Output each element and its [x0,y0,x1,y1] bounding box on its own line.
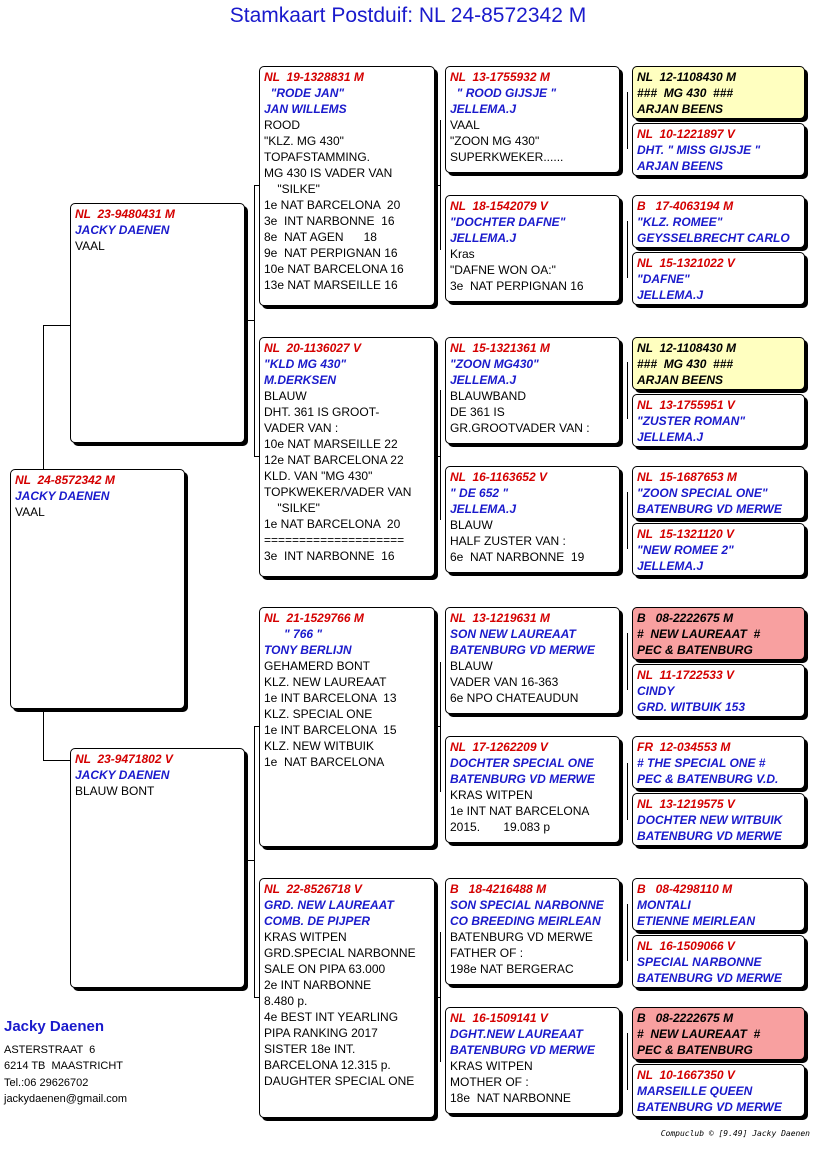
pigeon-card-g5i[interactable] [632,607,805,660]
card-line: 10e NAT BARCELONA 16 [264,262,404,276]
connector-line [436,185,441,186]
card-line: GRD. NEW LAUREAAT [264,898,394,912]
ring-number: B 08-4298110 M [637,882,733,896]
pigeon-card-g5k[interactable] [632,736,805,789]
connector-line [436,997,441,998]
card-line: KRAS WITPEN [264,930,347,944]
pigeon-card-subject[interactable] [10,469,185,709]
card-line: 1e INT BARCELONA 13 [264,691,397,705]
card-line: " DE 652 " [450,486,509,500]
card-line: BARCELONA 12.315 p. [264,1058,391,1072]
card-line: JAN WILLEMS [264,102,347,116]
pigeon-card-g5g[interactable] [632,466,805,519]
card-line: DHT. " MISS GIJSJE " [637,143,761,157]
connector-line [627,221,628,278]
card-line: JELLEMA.J [450,231,517,245]
card-line: GEYSSELBRECHT CARLO [637,231,790,245]
card-line: COMB. DE PIJPER [264,914,371,928]
ring-number: NL 16-1509141 V [450,1011,548,1025]
card-line: 198e NAT BERGERAC [450,962,574,976]
card-line: KLZ. NEW LAUREAAT [264,675,387,689]
card-line: BLAUW [450,659,493,673]
card-line: "KLZ. ROMEE" [637,215,723,229]
card-line: PIPA RANKING 2017 [264,1026,378,1040]
card-line: BATENBURG VD MERWE [450,643,595,657]
card-line: DAUGHTER SPECIAL ONE [264,1074,415,1088]
ring-number: NL 22-8526718 V [264,882,362,896]
card-line: KRAS WITPEN [450,1059,533,1073]
owner-email[interactable]: jackydaenen@gmail.com [4,1093,128,1105]
ring-number: NL 19-1328831 M [264,70,364,84]
connector-line [627,904,628,961]
pigeon-card-g4c[interactable] [445,337,620,444]
card-line: ROOD [264,118,300,132]
connector-line [248,860,255,861]
card-line: DGHT.NEW LAUREAAT [450,1027,583,1041]
card-line: VAAL [75,239,105,253]
ring-number: NL 21-1529766 M [264,611,364,625]
ring-number: B 08-2222675 M [637,1011,734,1025]
card-line: DHT. 361 IS GROOT- [264,405,380,419]
card-line: CINDY [637,684,675,698]
pigeon-card-g5o[interactable] [632,1007,805,1060]
ring-number: NL 16-1509066 V [637,939,735,953]
card-line: JELLEMA.J [637,559,704,573]
card-line: 12e NAT BARCELONA 22 [264,453,404,467]
card-line: MOTHER OF : [450,1075,529,1089]
ring-number: NL 20-1136027 V [264,341,361,355]
card-line: ARJAN BEENS [637,159,724,173]
card-line: MG 430 IS VADER VAN [264,166,393,180]
card-line: # NEW LAUREAAT # [637,1027,761,1041]
card-line: KLD. VAN "MG 430" [264,469,373,483]
connector-line [627,92,628,149]
card-line: DOCHTER SPECIAL ONE [450,756,594,770]
card-line: "KLZ. MG 430" [264,134,344,148]
card-line: # NEW LAUREAAT # [637,627,761,641]
connector-line [254,726,255,997]
connector-line [43,760,70,761]
ring-number: NL 24-8572342 M [15,473,115,487]
card-line: KLZ. NEW WITBUIK [264,739,375,753]
card-line: M.DERKSEN [264,373,337,387]
card-line: " 766 " [264,627,323,641]
card-line: MARSEILLE QUEEN [637,1084,753,1098]
pigeon-card-g4e[interactable] [445,607,620,714]
card-line: "NEW ROMEE 2" [637,543,734,557]
card-line: BATENBURG VD MERWE [637,502,782,516]
card-line: VAAL [15,505,45,519]
card-line: JELLEMA.J [450,502,517,516]
ring-number: NL 15-1321120 V [637,527,734,541]
card-line: PEC & BATENBURG [637,1043,753,1057]
connector-line [43,325,70,326]
card-line: VADER VAN : [264,421,339,435]
pigeon-card-g3a[interactable] [259,66,435,306]
card-line: SON SPECIAL NARBONNE [450,898,604,912]
card-line: 2e INT NARBONNE [264,978,372,992]
card-line: 3e INT NARBONNE 16 [264,549,395,563]
card-line: ARJAN BEENS [637,373,724,387]
card-line: JELLEMA.J [637,288,704,302]
card-line: "DAFNE WON OA:" [450,263,556,277]
card-line: TOPAFSTAMMING. [264,150,371,164]
card-line: SISTER 18e INT. [264,1042,356,1056]
pigeon-card-g5h[interactable] [632,523,805,576]
card-line: SPECIAL NARBONNE [637,955,762,969]
card-line: "KLD MG 430" [264,357,347,371]
connector-line [248,320,255,321]
card-line: BLAUW [264,389,307,403]
pigeon-card-g5n[interactable] [632,935,805,988]
pigeon-card-g5f[interactable] [632,394,805,447]
card-line: FATHER OF : [450,946,524,960]
card-line: 6e NAT NARBONNE 19 [450,550,585,564]
card-line: BATENBURG VD MERWE [637,971,782,985]
card-line: 13e NAT MARSEILLE 16 [264,278,398,292]
pigeon-card-sire[interactable] [70,203,245,443]
card-line: JELLEMA.J [450,373,517,387]
card-line: 9e NAT PERPIGNAN 16 [264,246,398,260]
card-line: GRD. WITBUIK 153 [637,700,746,714]
card-line: "SILKE" [264,182,320,196]
connector-line [440,390,441,520]
pigeon-card-g5b[interactable] [632,123,805,176]
card-line: VAAL [450,118,480,132]
card-line: 10e NAT MARSEILLE 22 [264,437,398,451]
card-line: "ZUSTER ROMAN" [637,414,746,428]
card-line: 1e INT NAT BARCELONA [450,804,590,818]
connector-line [436,726,441,727]
card-line: GR.GROOTVADER VAN : [450,421,590,435]
card-line: ARJAN BEENS [637,102,724,116]
connector-line [627,1033,628,1090]
pigeon-card-g4g[interactable] [445,878,620,985]
ring-number: NL 11-1722533 V [637,668,734,682]
ring-number: NL 18-1542079 V [450,199,548,213]
card-line: "ZOON MG430" [450,357,539,371]
pigeon-card-dam[interactable] [70,748,245,988]
pigeon-card-g4b[interactable] [445,195,620,302]
card-line: SALE ON PIPA 63.000 [264,962,386,976]
ring-number: NL 12-1108430 M [637,70,736,84]
card-line: BATENBURG VD MERWE [450,1043,595,1057]
ring-number: NL 15-1687653 M [637,470,737,484]
card-line: TONY BERLIJN [264,643,352,657]
card-line: HALF ZUSTER VAN : [450,534,566,548]
card-line: 1e NAT BARCELONA [264,755,385,769]
pigeon-card-g4f[interactable] [445,736,620,843]
card-line: SUPERKWEKER...... [450,150,564,164]
card-line: GRD.SPECIAL NARBONNE [264,946,416,960]
card-line: BLAUW BONT [75,784,155,798]
card-line: 8.480 p. [264,994,308,1008]
card-line: ### MG 430 ### [637,86,734,100]
card-line: "SILKE" [264,501,320,515]
card-line: JACKY DAENEN [75,768,170,782]
ring-number: NL 10-1221897 V [637,127,735,141]
card-line: GEHAMERD BONT [264,659,371,673]
card-line: 2015. 19.083 p [450,820,551,834]
card-line: "RODE JAN" [264,86,345,100]
card-line: 1e NAT BARCELONA 20 [264,198,401,212]
ring-number: B 17-4063194 M [637,199,734,213]
card-line: " ROOD GIJSJE " [450,86,557,100]
ring-number: NL 13-1219575 V [637,797,735,811]
page-title: Stamkaart Postduif: NL 24-8572342 M [229,4,587,27]
pigeon-card-g5e[interactable] [632,337,805,390]
card-line: 3e INT NARBONNE 16 [264,214,395,228]
card-line: 8e NAT AGEN 18 [264,230,377,244]
card-line: "DOCHTER DAFNE" [450,215,566,229]
card-line: 6e NPO CHATEAUDUN [450,691,579,705]
card-line: # THE SPECIAL ONE # [637,756,766,770]
ring-number: NL 23-9471802 V [75,752,173,766]
card-line: KRAS WITPEN [450,788,533,802]
card-line: "ZOON MG 430" [450,134,540,148]
pigeon-card-g3c[interactable] [259,607,435,847]
owner-street: ASTERSTRAAT 6 [4,1044,96,1056]
card-line: Kras [450,247,475,261]
pigeon-card-g3b[interactable] [259,337,435,577]
pigeon-card-g5j[interactable] [632,664,805,717]
card-line: PEC & BATENBURG [637,643,753,657]
card-line: SON NEW LAUREAAT [450,627,576,641]
card-line: BATENBURG VD MERWE [450,930,593,944]
ring-number: NL 15-1321022 V [637,256,735,270]
ring-number: NL 13-1219631 M [450,611,550,625]
pigeon-card-g5d[interactable] [632,252,805,305]
card-line: BLAUW [450,518,493,532]
connector-line [436,456,441,457]
ring-number: NL 15-1321361 M [450,341,550,355]
card-line: "ZOON SPECIAL ONE" [637,486,768,500]
ring-number: FR 12-034553 M [637,740,731,754]
pigeon-card-g5a[interactable] [632,66,805,119]
pigeon-card-g5m[interactable] [632,878,805,931]
connector-line [627,492,628,549]
card-line: JELLEMA.J [450,102,517,116]
pigeon-card-g5l[interactable] [632,793,805,846]
card-line: 4e BEST INT YEARLING [264,1010,399,1024]
card-line: TOPKWEKER/VADER VAN [264,485,412,499]
ring-number: NL 13-1755951 V [637,398,735,412]
card-line: 18e NAT NARBONNE [450,1091,571,1105]
footer-credit: Compuclub © [9.49] Jacky Daenen [660,1129,810,1138]
owner-phone: Tel.:06 29626702 [4,1077,89,1089]
ring-number: NL 16-1163652 V [450,470,547,484]
pigeon-card-g4h[interactable] [445,1007,620,1114]
card-line: "DAFNE" [637,272,690,286]
card-line: ### MG 430 ### [637,357,734,371]
card-line: JACKY DAENEN [75,223,170,237]
ring-number: NL 17-1262209 V [450,740,548,754]
ring-number: NL 23-9480431 M [75,207,175,221]
pigeon-card-g5p[interactable] [632,1064,805,1117]
ring-number: NL 13-1755932 M [450,70,550,84]
pigeon-card-g3d[interactable] [259,878,435,1118]
card-line: BATENBURG VD MERWE [637,829,782,843]
pigeon-card-g4d[interactable] [445,466,620,573]
card-line: DOCHTER NEW WITBUIK [637,813,783,827]
connector-line [627,633,628,690]
owner-city: 6214 TB MAASTRICHT [4,1060,123,1072]
card-line: VADER VAN 16-363 [450,675,559,689]
card-line: CO BREEDING MEIRLEAN [450,914,601,928]
card-line: 1e INT BARCELONA 15 [264,723,397,737]
connector-line [627,362,628,419]
pigeon-card-g4a[interactable] [445,66,620,173]
card-line: DE 361 IS [450,405,505,419]
card-line: KLZ. SPECIAL ONE [264,707,373,721]
card-line: JELLEMA.J [637,430,704,444]
ring-number: B 18-4216488 M [450,882,547,896]
card-line: MONTALI [637,898,691,912]
card-line: BLAUWBAND [450,389,527,403]
pigeon-card-g5c[interactable] [632,195,805,248]
card-line: BATENBURG VD MERWE [637,1100,782,1114]
connector-line [440,662,441,792]
ring-number: NL 12-1108430 M [637,341,736,355]
owner-name: Jacky Daenen [4,1018,105,1035]
connector-line [627,763,628,820]
card-line: BATENBURG VD MERWE [450,772,595,786]
card-line: 3e NAT PERPIGNAN 16 [450,279,584,293]
card-line: 1e NAT BARCELONA 20 [264,517,401,531]
card-line: ETIENNE MEIRLEAN [637,914,756,928]
card-line: ==================== [264,533,405,547]
ring-number: NL 10-1667350 V [637,1068,735,1082]
ring-number: B 08-2222675 M [637,611,734,625]
card-line: PEC & BATENBURG V.D. [637,772,779,786]
card-line: JACKY DAENEN [15,489,110,503]
